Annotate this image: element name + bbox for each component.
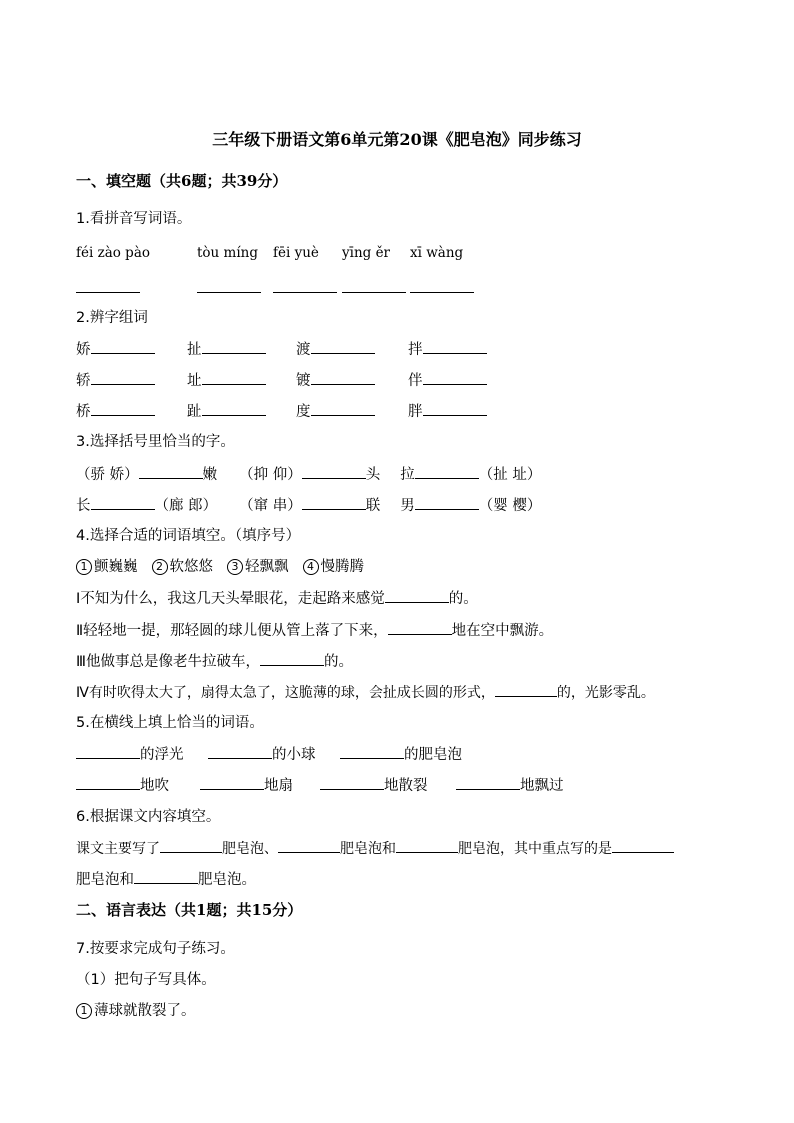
answer-blank[interactable] <box>197 292 261 293</box>
word-item: 胖 <box>408 401 487 422</box>
answer-blank[interactable] <box>278 838 340 853</box>
answer-blank[interactable] <box>320 775 384 790</box>
q3-line-2: 长 （廊 郎） （窜 串） 联 男 （婴 樱） <box>76 495 541 516</box>
answer-blank[interactable] <box>456 775 520 790</box>
pinyin-5: xī wàng <box>410 245 464 261</box>
answer-blank[interactable] <box>311 370 375 385</box>
answer-blank[interactable] <box>311 339 375 354</box>
answer-blank[interactable] <box>200 775 264 790</box>
answer-blank[interactable] <box>160 838 222 853</box>
answer-blank[interactable] <box>302 464 366 479</box>
answer-blank[interactable] <box>208 744 272 759</box>
answer-blank[interactable] <box>612 838 674 853</box>
q6-line-2: 肥皂泡和 肥皂泡。 <box>76 869 256 890</box>
answer-blank[interactable] <box>202 370 266 385</box>
q4-sentence-3: Ⅲ他做事总是像老牛拉破车， 的。 <box>76 651 353 672</box>
answer-blank[interactable] <box>415 495 479 510</box>
pinyin-4: yīng ěr <box>342 245 391 261</box>
word-item: 趾 <box>187 401 266 422</box>
phrase-item: 的浮光 <box>76 744 184 765</box>
answer-blank[interactable] <box>139 464 203 479</box>
answer-blank[interactable] <box>396 838 458 853</box>
pinyin-2: tòu míng <box>197 245 258 261</box>
phrase-item: 的肥皂泡 <box>340 744 462 765</box>
phrase-item: 地吹 <box>76 775 169 796</box>
answer-blank[interactable] <box>260 651 324 666</box>
phrase-item: 地扇 <box>200 775 293 796</box>
answer-blank[interactable] <box>134 869 198 884</box>
answer-blank[interactable] <box>410 292 474 293</box>
word-item: 渡 <box>296 339 375 360</box>
answer-blank[interactable] <box>91 339 155 354</box>
answer-blank[interactable] <box>91 370 155 385</box>
option-4: 4 慢腾腾 <box>303 559 365 575</box>
answer-blank[interactable] <box>202 339 266 354</box>
question-2-prompt: 2.辨字组词 <box>76 310 148 326</box>
answer-blank[interactable] <box>311 401 375 416</box>
option-1: 1 颤巍巍 <box>76 559 138 575</box>
word-item: 扯 <box>187 339 266 360</box>
page-title: 三年级下册语文第6单元第20课《肥皂泡》同步练习 <box>212 130 582 149</box>
q4-sentence-1: Ⅰ不知为什么，我这几天头晕眼花，走起路来感觉 的。 <box>76 588 478 609</box>
question-3-prompt: 3.选择括号里恰当的字。 <box>76 434 235 450</box>
question-4-prompt: 4.选择合适的词语填空。（填序号） <box>76 528 301 544</box>
q4-sentence-4: Ⅳ有时吹得太大了，扇得太急了，这脆薄的球，会扯成长圆的形式， 的，光影零乱。 <box>76 682 655 703</box>
word-item: 址 <box>187 370 266 391</box>
question-6-prompt: 6.根据课文内容填空。 <box>76 809 221 825</box>
answer-blank[interactable] <box>340 744 404 759</box>
word-item: 镀 <box>296 370 375 391</box>
answer-blank[interactable] <box>423 370 487 385</box>
pinyin-3: fēi yuè <box>273 245 319 261</box>
section-heading-2: 二、语言表达（共1题；共15分） <box>76 901 303 919</box>
word-item: 轿 <box>76 370 155 391</box>
phrase-item: 地飘过 <box>456 775 564 796</box>
answer-blank[interactable] <box>91 495 155 510</box>
answer-blank[interactable] <box>388 620 452 635</box>
q6-line-1: 课文主要写了 肥皂泡、 肥皂泡和 肥皂泡，其中重点写的是 <box>76 838 674 859</box>
q4-options <box>76 557 364 577</box>
answer-blank[interactable] <box>342 292 406 293</box>
word-item: 度 <box>296 401 375 422</box>
question-7-prompt: 7.按要求完成句子练习。 <box>76 941 235 957</box>
answer-blank[interactable] <box>76 744 140 759</box>
q3-line-1: （骄 娇） 嫩 （抑 仰） 头 拉 （扯 址） <box>76 464 541 485</box>
phrase-item: 地散裂 <box>320 775 428 796</box>
word-item: 拌 <box>408 339 487 360</box>
answer-blank[interactable] <box>423 401 487 416</box>
word-item: 桥 <box>76 401 155 422</box>
question-1-prompt: 1.看拼音写词语。 <box>76 211 192 227</box>
phrase-item: 的小球 <box>208 744 316 765</box>
answer-blank[interactable] <box>273 292 337 293</box>
pinyin-1: féi zào pào <box>76 245 150 261</box>
answer-blank[interactable] <box>423 339 487 354</box>
q4-sentence-2: Ⅱ轻轻地一提，那轻圆的球儿便从管上落了下来， 地在空中飘游。 <box>76 620 553 641</box>
answer-blank[interactable] <box>302 495 366 510</box>
answer-blank[interactable] <box>91 401 155 416</box>
question-5-prompt: 5.在横线上填上恰当的词语。 <box>76 715 264 731</box>
answer-blank[interactable] <box>415 464 479 479</box>
answer-blank[interactable] <box>495 682 557 697</box>
question-7-subprompt: （1）把句子写具体。 <box>76 972 216 988</box>
answer-blank[interactable] <box>202 401 266 416</box>
answer-blank[interactable] <box>76 775 140 790</box>
q7-item-1: 1 薄球就散裂了。 <box>76 1001 196 1021</box>
option-2: 2 软悠悠 <box>152 559 214 575</box>
answer-blank[interactable] <box>76 292 140 293</box>
word-item: 娇 <box>76 339 155 360</box>
section-heading-1: 一、填空题（共6题；共39分） <box>76 172 288 190</box>
answer-blank[interactable] <box>385 588 449 603</box>
word-item: 伴 <box>408 370 487 391</box>
option-3: 3 轻飘飘 <box>227 559 289 575</box>
